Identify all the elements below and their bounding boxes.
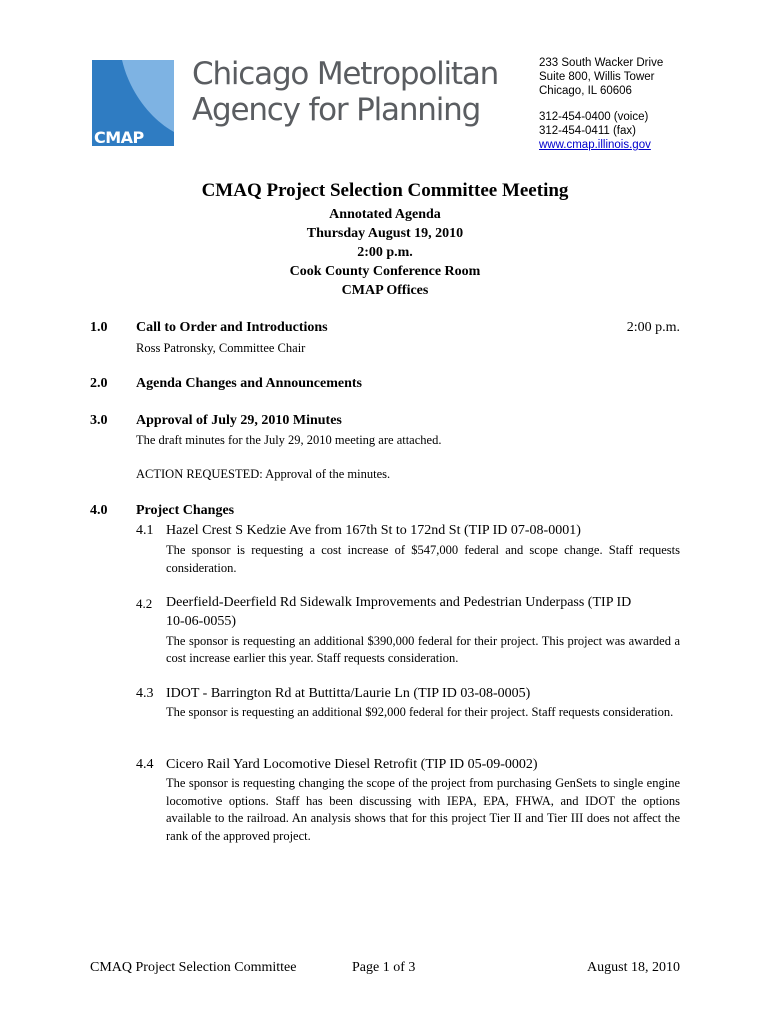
org-name [192, 56, 498, 128]
item-3-title: Approval of July 29, 2010 Minutes [136, 413, 342, 428]
item-3-action: ACTION REQUESTED: Approval of the minutes. [136, 467, 391, 481]
item-4-2-body: The sponsor is requesting an additional $390,000 federal for their project. This project was awarded a cost increase earlier this year. Staff requests consideration. [166, 634, 680, 665]
item-2-title: Agenda Changes and Announcements [136, 376, 362, 391]
item-2-number: 2.0 [90, 376, 108, 391]
item-4-1-title: Hazel Crest S Kedzie Ave from 167th St to 172nd St (TIP ID 07-08-0001) [166, 523, 581, 538]
org-name-line1: Chicago Metropolitan [192, 56, 499, 92]
website-link[interactable]: www.cmap.illinois.gov [539, 139, 651, 151]
item-4-3-title: IDOT - Barrington Rd at Buttitta/Laurie Ln (TIP ID 03-08-0005) [166, 686, 531, 701]
item-1-title: Call to Order and Introductions [136, 320, 328, 335]
item-4-3-number: 4.3 [136, 686, 154, 701]
phone-voice: 312-454-0400 (voice) [539, 111, 649, 123]
item-4-4-number: 4.4 [136, 757, 154, 772]
item-4-4-title: Cicero Rail Yard Locomotive Diesel Retrofit (TIP ID 05-09-0002) [166, 757, 538, 772]
footer-committee: CMAQ Project Selection Committee [90, 960, 297, 975]
item-1-note: Ross Patronsky, Committee Chair [136, 341, 306, 355]
item-4-2-title-line2: 10-06-0055) [166, 614, 236, 629]
org-name-line2: Agency for Planning [192, 92, 481, 128]
phone-fax: 312-454-0411 (fax) [539, 125, 636, 137]
item-4-number: 4.0 [90, 503, 108, 518]
item-4-2-title-line1: Deerfield-Deerfield Rd Sidewalk Improvements and Pedestrian Underpass (TIP ID [166, 595, 632, 610]
item-4-3-body: The sponsor is requesting an additional $92,000 federal for their project. Staff requests consideration. [166, 705, 674, 719]
item-3-number: 3.0 [90, 413, 108, 428]
item-1-time: 2:00 p.m. [626, 320, 680, 335]
footer-date: August 18, 2010 [587, 960, 680, 975]
subtitle-agenda: Annotated Agenda [329, 207, 441, 222]
logo-text: CMAP [94, 128, 144, 146]
item-4-1-body: The sponsor is requesting a cost increase of $547,000 federal and scope change. Staff requests consideration. [166, 543, 680, 575]
subtitle-room: Cook County Conference Room [289, 264, 481, 279]
item-4-1-number: 4.1 [136, 523, 154, 538]
item-3-note: The draft minutes for the July 29, 2010 meeting are attached. [136, 433, 442, 447]
subtitle-date: Thursday August 19, 2010 [306, 226, 464, 241]
item-4-2-number: 4.2 [136, 596, 153, 611]
item-4-title: Project Changes [136, 503, 235, 518]
subtitle-location: CMAP Offices [341, 283, 429, 298]
address-block [539, 56, 663, 152]
item-1-number: 1.0 [90, 320, 108, 335]
address-city: Chicago, IL 60606 [539, 85, 632, 97]
address-street: 233 South Wacker Drive [539, 57, 664, 69]
meeting-details [0, 205, 770, 300]
footer-page-number: Page 1 of 3 [352, 960, 416, 975]
page-title: CMAQ Project Selection Committee Meeting [201, 180, 569, 201]
subtitle-time: 2:00 p.m. [357, 245, 413, 260]
address-suite: Suite 800, Willis Tower [539, 71, 655, 83]
cmap-logo-icon [92, 60, 174, 146]
item-4-4-body: The sponsor is requesting changing the scope of the project from purchasing GenSets to single engine locomotive options. Staff has been discussing with IEPA, EPA, FHWA, and IDOT the options available to the railroad. An analysis shows that for this project Tier II and Tier III does not affect the rank of the approved project. [166, 776, 680, 843]
